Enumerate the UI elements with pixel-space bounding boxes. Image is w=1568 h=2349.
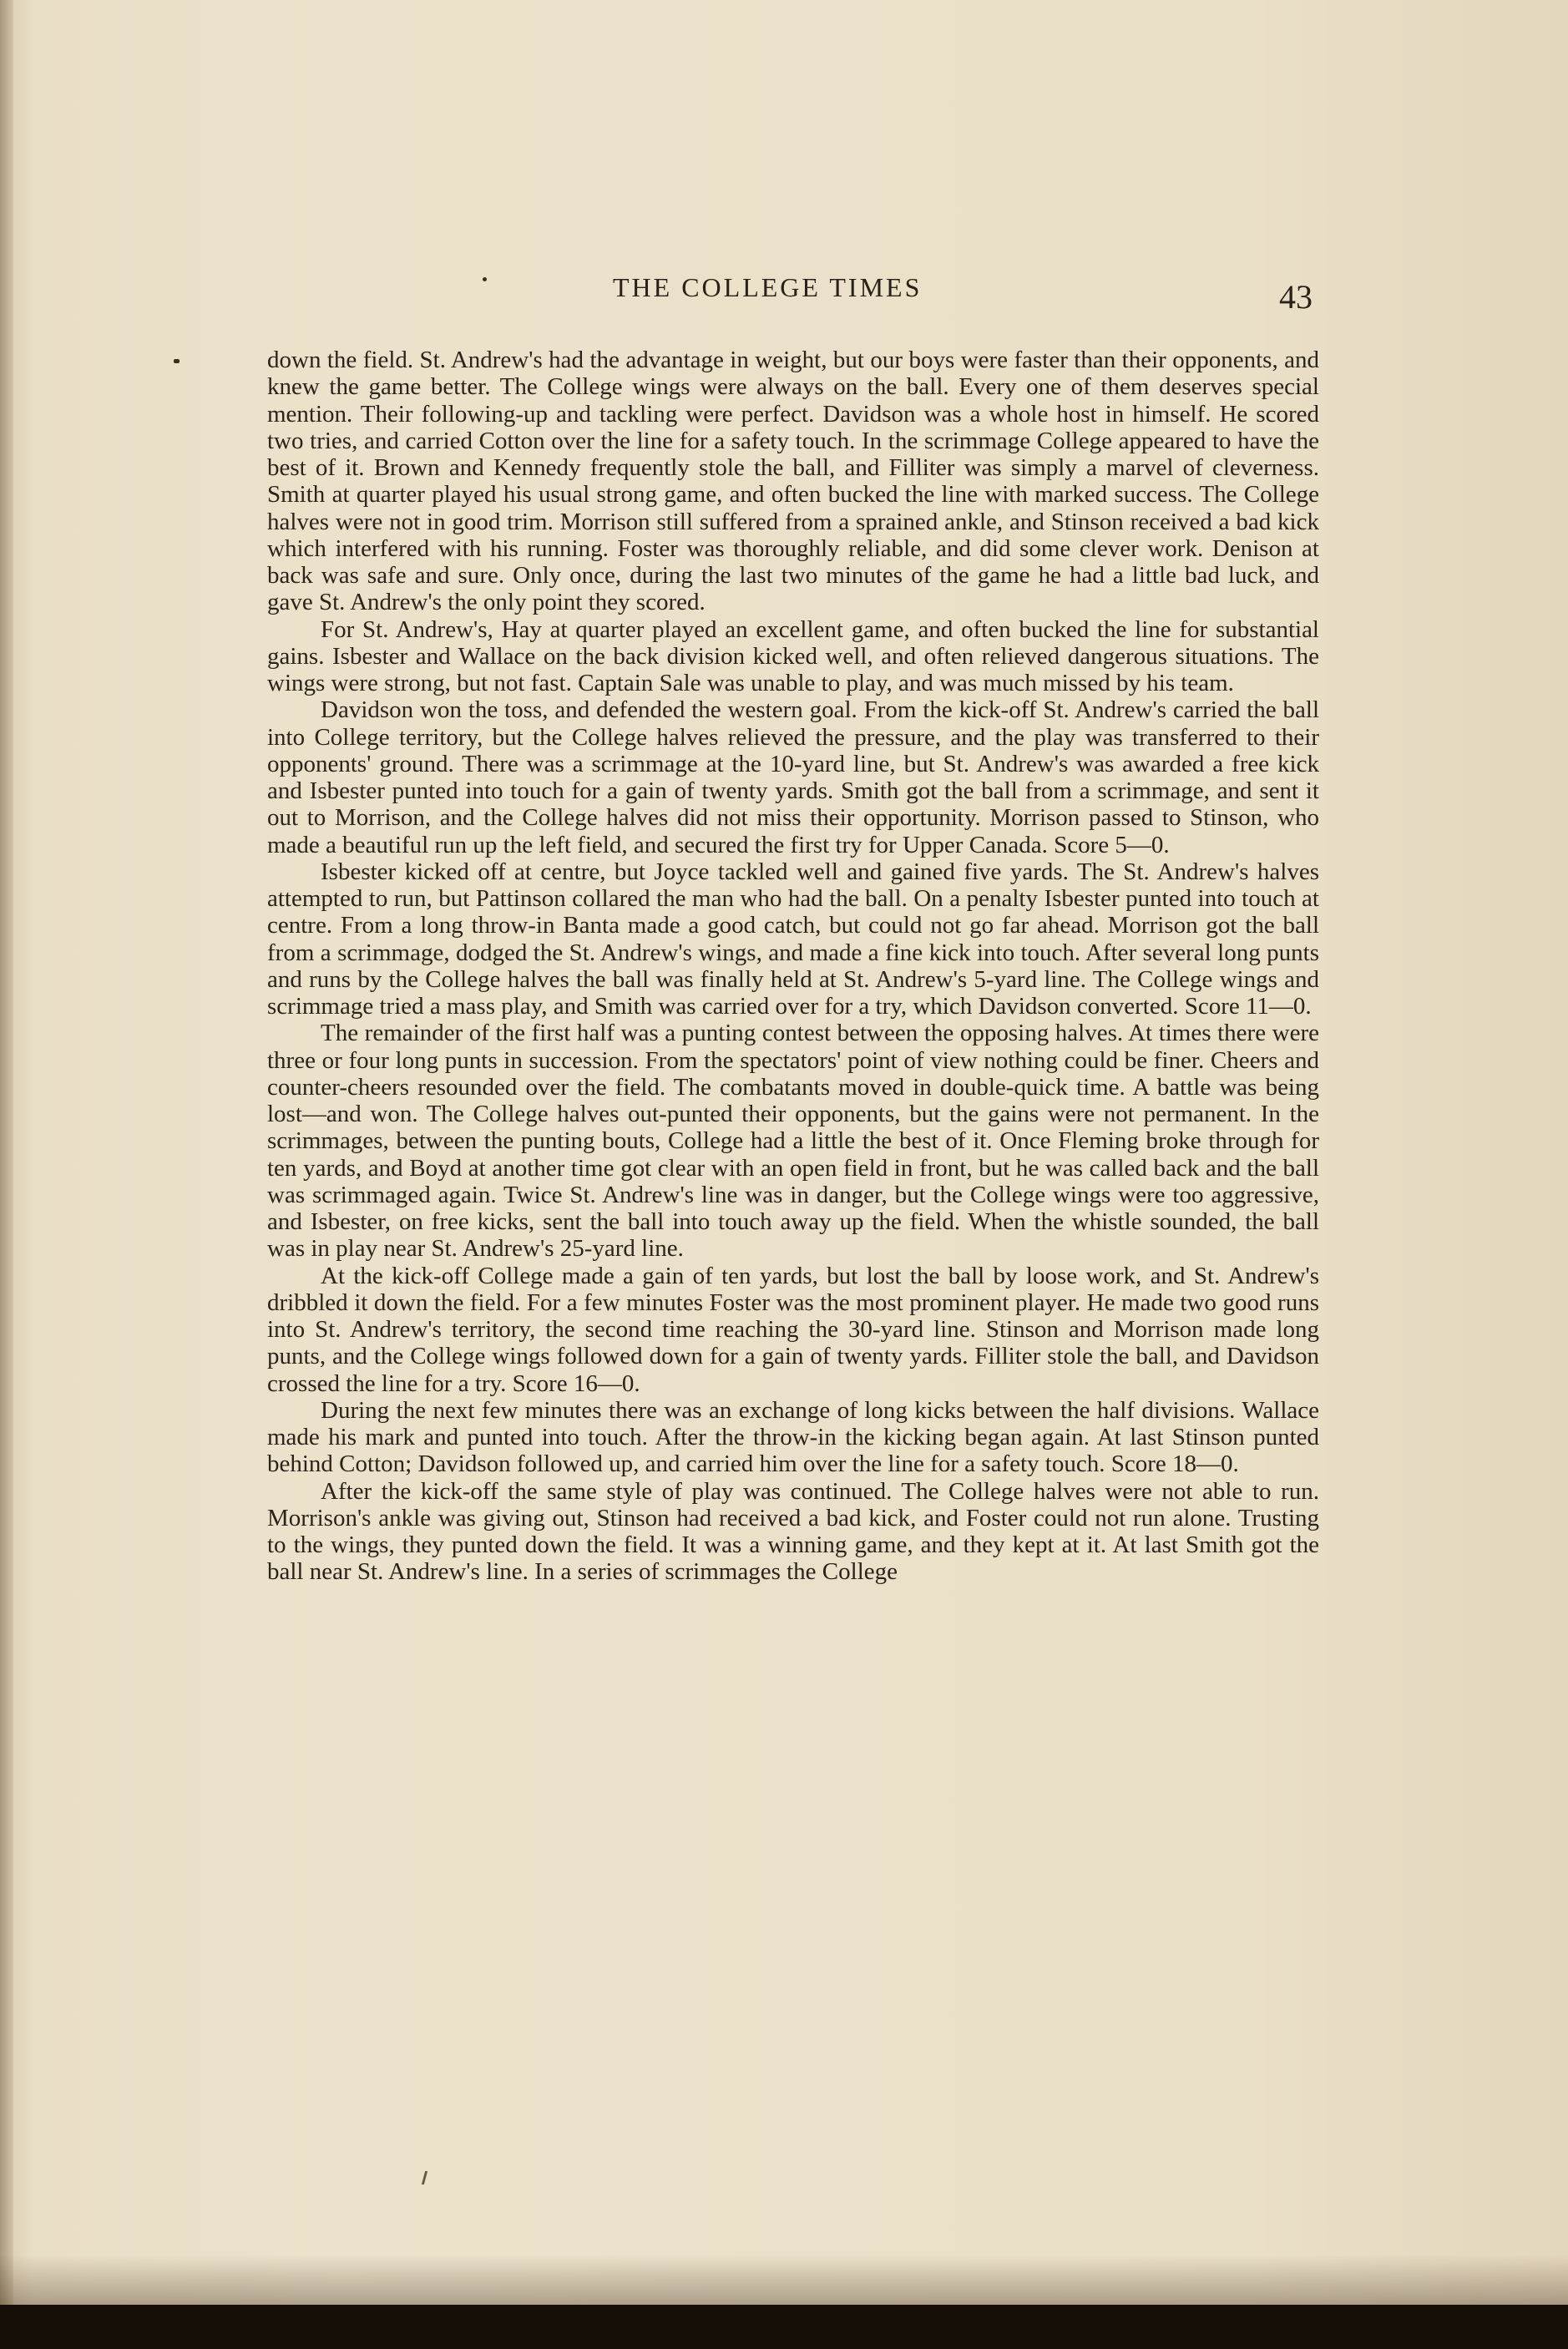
page-bottom-shadow xyxy=(0,2255,1568,2305)
paragraph-8: After the kick-off the same style of play was continued. The College halves were not able to run. Morrison's ankle was giving out, Stinson had received a bad kick, and Foster could not run alone. Trusting to the wings, they punted down the field. It was a winning game, and they kept at it. At last Smith got the ball near St. Andrew's line. In a series of scrimmages the College xyxy=(267,1477,1319,1586)
running-head xyxy=(0,269,1568,316)
page-number: 43 xyxy=(1279,278,1313,316)
margin-mark xyxy=(174,359,180,363)
scan-background xyxy=(0,2305,1568,2349)
paragraph-7: During the next few minutes there was an exchange of long kicks between the half divisions. Wallace made his mark and punted into touch. After the throw-in the kicking began again. At last Stinson punted behind Cotton; Davidson followed up, and carried him over the line for a safety touch. Score 18—0. xyxy=(267,1396,1319,1478)
article-body xyxy=(267,347,1319,1586)
paragraph-2: For St. Andrew's, Hay at quarter played an excellent game, and often bucked the line for substantial gains. Isbester and Wallace on the back division kicked well, and often relieved dangerous situations. The wings were strong, but not fast. Captain Sale was unable to play, and was much missed by his team. xyxy=(267,615,1319,696)
paragraph-3: Davidson won the toss, and defended the western goal. From the kick-off St. Andrew's carried the ball into College territory, but the College halves relieved the pressure, and the play was transferred to their opponents' ground. There was a scrimmage at the 10-yard line, but St. Andrew's was awarded a free kick and Isbester punted into touch for a gain of twenty yards. Smith got the ball from a scrimmage, and sent it out to Morrison, and the College halves did not miss their opportunity. Morrison passed to Stinson, who made a beautiful run up the left field, and secured the first try for Upper Canada. Score 5—0. xyxy=(267,696,1319,858)
paragraph-6: At the kick-off College made a gain of ten yards, but lost the ball by loose work, and St. Andrew's dribbled it down the field. For a few minutes Foster was the most prominent player. He made two good runs into St. Andrew's territory, the second time reaching the 30-yard line. Stinson and Morrison made long punts, and the College wings followed down for a gain of twenty yards. Filliter stole the ball, and Davidson crossed the line for a try. Score 16—0. xyxy=(267,1262,1319,1397)
printer-dot xyxy=(483,277,487,281)
running-title: THE COLLEGE TIMES xyxy=(613,272,923,302)
footer-mark xyxy=(422,2171,427,2184)
paragraph-5: The remainder of the first half was a punting contest between the opposing halves. At times there were three or four long punts in succession. From the spectators' point of view nothing could be finer. Cheers and counter-cheers resounded over the field. The combatants moved in double-quick time. A battle was being lost—and won. The College halves out-punted their opponents, but the gains were not permanent. In the scrimmages, between the punting bouts, College had a little the best of it. Once Fleming broke through for ten yards, and Boyd at another time got clear with an open field in front, but he was called back and the ball was scrimmaged again. Twice St. Andrew's line was in danger, but the College wings were too aggressive, and Isbester, on free kicks, sent the ball into touch away up the field. When the whistle sounded, the ball was in play near St. Andrew's 25-yard line. xyxy=(267,1020,1319,1263)
paragraph-1: down the field. St. Andrew's had the advantage in weight, but our boys were faster than their opponents, and knew the game better. The College wings were always on the ball. Every one of them deserves special mention. Their following-up and tackling were perfect. Davidson was a whole host in himself. He scored two tries, and carried Cotton over the line for a safety touch. In the scrimmage College appeared to have the best of it. Brown and Kennedy frequently stole the ball, and Filliter was simply a marvel of cleverness. Smith at quarter played his usual strong game, and often bucked the line with marked success. The College halves were not in good trim. Morrison still suffered from a sprained ankle, and Stinson received a bad kick which interfered with his running. Foster was thoroughly reliable, and did some clever work. Denison at back was safe and sure. Only once, during the last two minutes of the game he had a little bad luck, and gave St. Andrew's the only point they scored. xyxy=(267,347,1319,616)
page-gutter xyxy=(0,0,13,2305)
paragraph-4: Isbester kicked off at centre, but Joyce tackled well and gained five yards. The St. Andrew's halves attempted to run, but Pattinson collared the man who had the ball. On a penalty Isbester punted into touch at centre. From a long throw-in Banta made a good catch, but could not go far ahead. Morrison got the ball from a scrimmage, dodged the St. Andrew's wings, and made a fine kick into touch. After several long punts and runs by the College halves the ball was finally held at St. Andrew's 5-yard line. The College wings and scrimmage tried a mass play, and Smith was carried over for a try, which Davidson converted. Score 11—0. xyxy=(267,858,1319,1020)
